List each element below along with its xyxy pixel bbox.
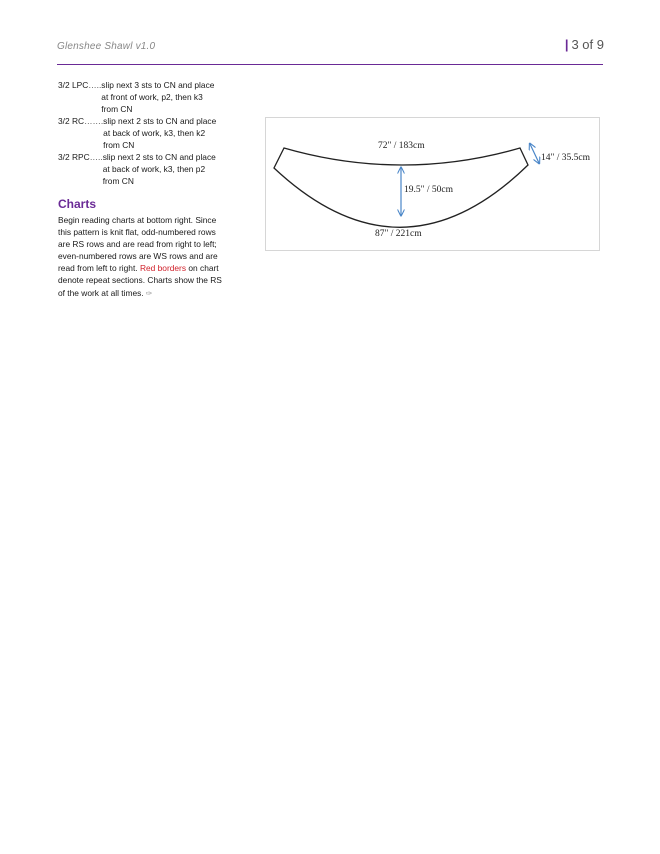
- instructions-text-continued: on chart denote repeat sections. Charts show the RS of the work at all times.: [58, 263, 222, 298]
- charts-instructions: [58, 214, 228, 300]
- abbreviation-definition: [103, 115, 225, 151]
- definition-line: from CN: [101, 104, 133, 114]
- definition-line: slip next 2 sts to CN and place: [102, 152, 216, 162]
- abbreviation-term: 3/2 RC: [58, 116, 85, 126]
- abbreviation-term: 3/2 RPC: [58, 152, 90, 162]
- abbreviation-leader: …….: [84, 116, 104, 126]
- instructions-text: Begin reading charts at bottom right. Since this pattern is knit flat, odd-numbered rows are RS rows and are read from right to left; even-numbered rows are WS rows and are read from left to right.: [58, 215, 218, 274]
- side-depth-arrow: [530, 144, 539, 163]
- definition-line: from CN: [103, 140, 135, 150]
- side-depth-label: 14" / 35.5cm: [541, 153, 590, 163]
- center-depth-label: 19.5" / 50cm: [404, 185, 453, 195]
- abbreviation-item: [58, 79, 258, 115]
- charts-heading: Charts: [58, 197, 97, 211]
- red-borders-text: Red borders: [139, 263, 187, 274]
- definition-line: slip next 2 sts to CN and place: [103, 116, 217, 126]
- page-number-text: 3 of 9: [571, 37, 604, 52]
- page-indicator-bar: |: [564, 37, 569, 52]
- abbreviation-item: [58, 115, 258, 151]
- definition-line: at back of work, k3, then p2: [102, 164, 206, 174]
- bottom-width-label: 87" / 221cm: [375, 229, 422, 239]
- header-divider: [57, 64, 603, 65]
- top-width-label: 72" / 183cm: [378, 141, 425, 151]
- abbreviation-definition: [103, 151, 225, 187]
- definition-line: from CN: [102, 176, 134, 186]
- abbreviation-term: 3/2 LPC: [58, 80, 89, 90]
- pointing-hand-icon: ✑: [145, 288, 153, 298]
- abbreviation-list: [58, 79, 258, 187]
- definition-line: at front of work, p2, then k3: [101, 92, 203, 102]
- shawl-schematic: [265, 117, 600, 251]
- definition-line: at back of work, k3, then k2: [103, 128, 206, 138]
- abbreviation-definition: [101, 79, 223, 115]
- abbreviation-item: [58, 151, 258, 187]
- page-indicator: [565, 37, 604, 52]
- abbreviation-leader: …..: [89, 152, 103, 162]
- definition-line: slip next 3 sts to CN and place: [101, 80, 215, 90]
- document-title: Glenshee Shawl v1.0: [57, 41, 156, 52]
- abbreviation-leader: …..: [88, 80, 102, 90]
- shawl-schematic-drawing: [266, 118, 599, 250]
